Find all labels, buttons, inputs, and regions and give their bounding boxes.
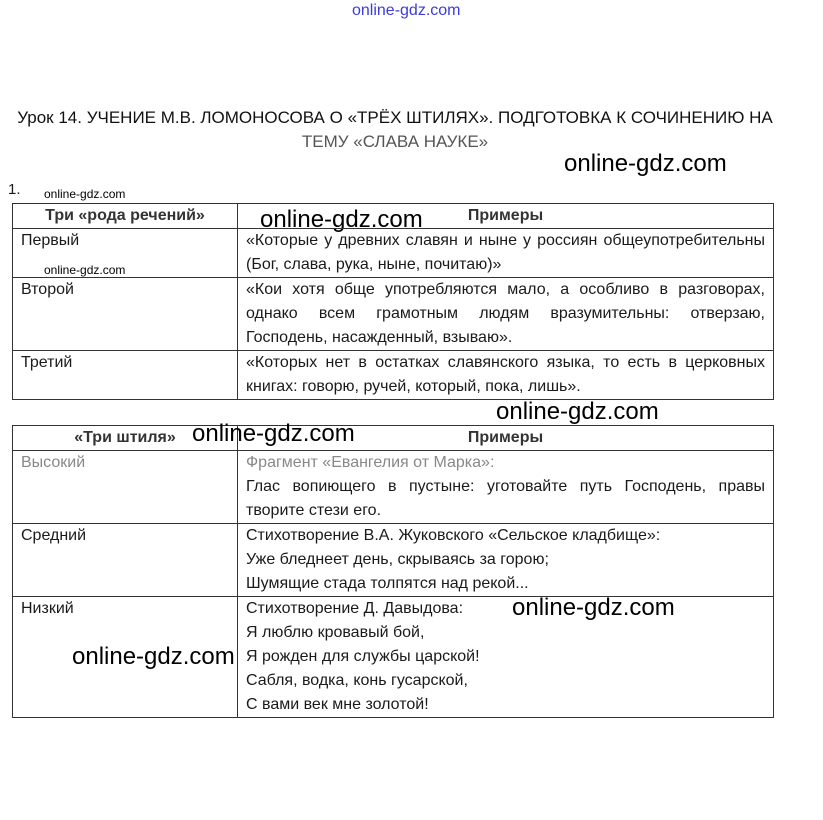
table-row <box>13 229 774 278</box>
table-header-row <box>13 204 774 229</box>
example-line: Глас вопиющего в пустыне: уготовайте путь Господень, правы творите стези его. <box>246 478 765 519</box>
watermark-top: online-gdz.com <box>352 2 461 19</box>
row-example: «Которые у древних славян и ныне у россиян общеупотребительны (Бог, слава, рука, ныне, почитаю)» <box>238 229 774 278</box>
watermark: online-gdz.com <box>192 420 355 447</box>
watermark: online-gdz.com <box>72 643 235 670</box>
example-line: Уже бледнеет день, скрываясь за горою; <box>246 551 549 568</box>
row-name: Высокий <box>13 451 238 524</box>
example-intro: Стихотворение В.А. Жуковского «Сельское кладбище»: <box>246 527 661 544</box>
row-name: Первый <box>13 229 238 278</box>
table-styles <box>12 425 774 718</box>
row-name: Второй <box>13 278 238 351</box>
row-example <box>238 597 774 718</box>
row-example <box>238 524 774 597</box>
watermark: online-gdz.com <box>512 594 675 621</box>
row-example <box>238 451 774 524</box>
example-line: С вами век мне золотой! <box>246 696 429 713</box>
header-rods: Три «рода речений» <box>13 204 238 229</box>
example-intro: Фрагмент «Евангелия от Марка»: <box>246 454 495 471</box>
watermark: online-gdz.com <box>44 187 126 201</box>
example-line: Я люблю кровавый бой, <box>246 624 425 641</box>
table-row <box>13 351 774 400</box>
title-line-1: Урок 14. УЧЕНИЕ М.В. ЛОМОНОСОВА О «ТРЁХ ШТИЛЯХ». ПОДГОТОВКА К СОЧИНЕНИЮ НА <box>17 108 773 127</box>
watermark: online-gdz.com <box>496 398 659 425</box>
page-title <box>10 106 780 154</box>
row-name: Низкий <box>13 597 238 718</box>
example-line: Я рожден для службы царской! <box>246 648 480 665</box>
table-row <box>13 451 774 524</box>
table-header-row <box>13 426 774 451</box>
watermark: online-gdz.com <box>260 206 423 233</box>
example-intro: Стихотворение Д. Давыдова: <box>246 600 464 617</box>
table-rods <box>12 203 774 400</box>
example-line: Сабля, водка, конь гусарской, <box>246 672 468 689</box>
header-styles: «Три штиля» <box>13 426 238 451</box>
table-row <box>13 524 774 597</box>
watermark: online-gdz.com <box>44 263 126 277</box>
title-line-2: ТЕМУ «СЛАВА НАУКЕ» <box>301 132 489 151</box>
row-name: Средний <box>13 524 238 597</box>
table-row <box>13 278 774 351</box>
header-examples: Примеры <box>238 426 774 451</box>
watermark: online-gdz.com <box>564 150 727 177</box>
row-example: «Кои хотя обще употребляются мало, а особливо в разговорах, однако всем грамотным людям вразумительны: отверзаю, Господень, насажденный, взываю». <box>238 278 774 351</box>
header-examples: Примеры <box>238 204 774 229</box>
example-line: Шумящие стада толпятся над рекой... <box>246 575 529 592</box>
task-number: 1. <box>8 181 21 198</box>
row-example: «Которых нет в остатках славянского языка, то есть в церковных книгах: говорю, ручей, который, пока, лишь». <box>238 351 774 400</box>
row-name: Третий <box>13 351 238 400</box>
